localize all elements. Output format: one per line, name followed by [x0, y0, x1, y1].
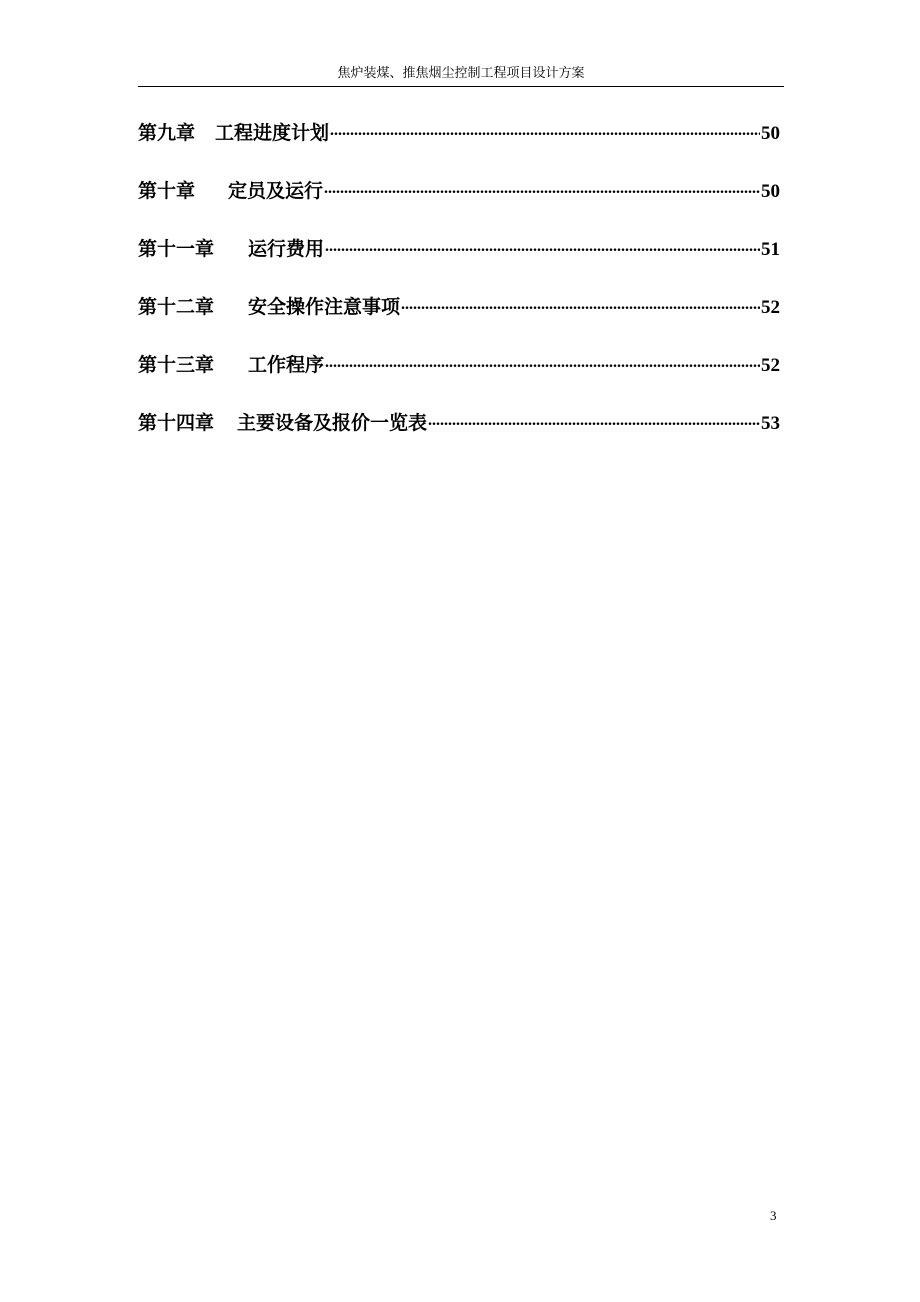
toc-chapter-title: 主要设备及报价一览表	[237, 412, 428, 434]
toc-leader-dots	[324, 178, 760, 197]
toc-leader-dots	[428, 410, 760, 429]
toc-chapter-title: 运行费用	[248, 238, 325, 260]
toc-leader-dots	[330, 120, 760, 139]
toc-chapter-title: 工程进度计划	[215, 122, 330, 144]
toc-page-number: 51	[761, 239, 780, 260]
table-of-contents	[138, 118, 780, 466]
toc-page-number: 50	[761, 181, 780, 202]
toc-leader-dots	[325, 352, 760, 371]
toc-chapter-label: 第九章	[138, 122, 196, 144]
toc-page-number: 53	[761, 413, 780, 434]
toc-entry-chapter-12[interactable]	[138, 292, 780, 350]
toc-page-number: 52	[761, 355, 780, 376]
toc-page-number: 50	[761, 123, 780, 144]
toc-entry-chapter-9[interactable]	[138, 118, 780, 176]
toc-chapter-label: 第十三章	[138, 354, 215, 376]
toc-chapter-label: 第十二章	[138, 296, 215, 318]
toc-chapter-label: 第十一章	[138, 238, 215, 260]
toc-chapter-title: 工作程序	[248, 354, 325, 376]
toc-leader-dots	[401, 294, 760, 313]
toc-leader-dots	[325, 236, 760, 255]
page-header	[138, 64, 784, 87]
toc-entry-chapter-14[interactable]	[138, 408, 780, 466]
toc-chapter-label: 第十四章	[138, 412, 215, 434]
document-title: 焦炉装煤、推焦烟尘控制工程项目设计方案	[337, 66, 585, 81]
toc-chapter-title: 安全操作注意事项	[248, 296, 401, 318]
toc-page-number: 52	[761, 297, 780, 318]
toc-chapter-title: 定员及运行	[228, 180, 324, 202]
toc-entry-chapter-10[interactable]	[138, 176, 780, 234]
toc-entry-chapter-11[interactable]	[138, 234, 780, 292]
page-number: 3	[770, 1208, 777, 1223]
toc-chapter-label: 第十章	[138, 180, 196, 202]
toc-entry-chapter-13[interactable]	[138, 350, 780, 408]
